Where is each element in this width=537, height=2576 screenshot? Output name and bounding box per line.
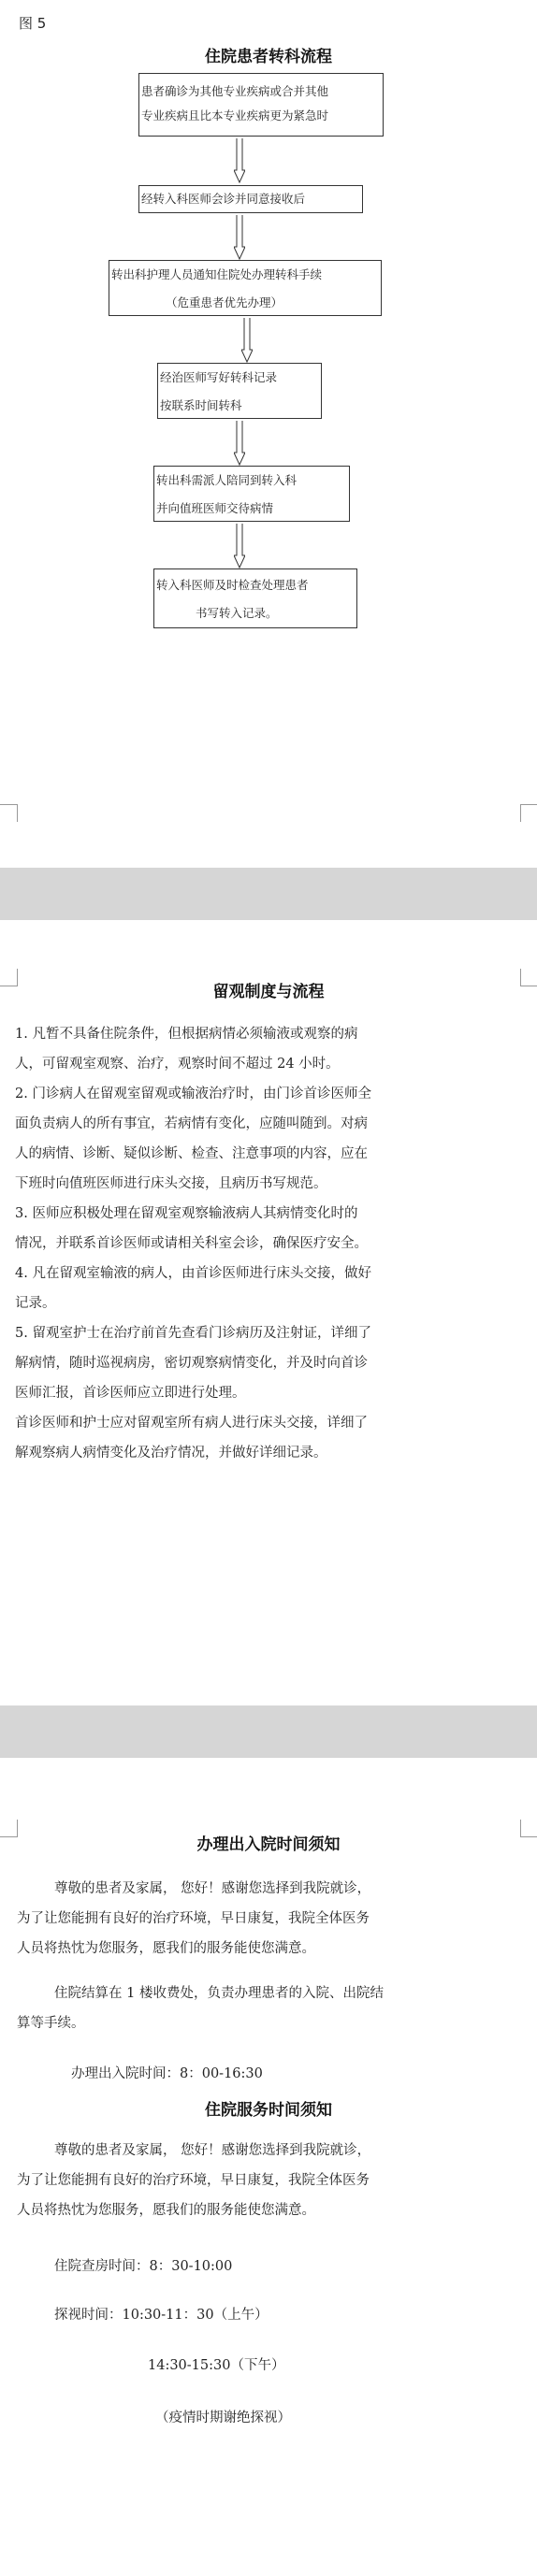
down-arrow-icon <box>241 318 253 363</box>
flow-step-1 <box>138 73 384 137</box>
flow-step-5-line-2: 并向值班医师交待病情 <box>156 501 274 515</box>
rule-3-line-1: 3. 医师应积极处理在留观室观察输液病人其病情变化时的 <box>15 1206 358 1221</box>
page-separator <box>0 1705 537 1758</box>
rule-5-line-1: 5. 留观室护士在治疗前首先查看门诊病历及注射证，详细了 <box>15 1326 371 1341</box>
page-separator <box>0 868 537 920</box>
down-arrow-icon <box>234 421 245 466</box>
rule-6-line-2: 解观察病人病情变化及治疗情况，并做好详细记录。 <box>15 1446 327 1461</box>
greeting-1 <box>17 1874 522 1964</box>
greeting-1-line-2: 为了让您能拥有良好的治疗环境，早日康复，我院全体医务 <box>17 1911 370 1926</box>
flow-step-3-line-1: 转出科护理人员通知住院处办理转科手续 <box>111 267 323 281</box>
rule-1-line-1: 1. 凡暂不具备住院条件，但根据病情必须输液或观察的病 <box>15 1027 358 1042</box>
page-transfer-flow <box>0 0 537 868</box>
greeting-2-line-1: 尊敬的患者及家属， 您好！感谢您选择到我院就诊， <box>54 2143 371 2158</box>
down-arrow-icon <box>234 524 245 568</box>
flow-step-3 <box>109 260 382 316</box>
rule-2-line-3: 人的病情、诊断、疑似诊断、检查、注意事项的内容，应在 <box>15 1146 368 1161</box>
flow-step-1-line-1: 患者确诊为其他专业疾病或合并其他 <box>141 84 329 98</box>
rule-4-line-2: 记录。 <box>15 1296 56 1311</box>
rule-4-line-1: 4. 凡在留观室输液的病人，由首诊医师进行床头交接，做好 <box>15 1266 371 1281</box>
flow-step-2 <box>138 185 363 213</box>
rule-2-line-4: 下班时向值班医师进行床头交接，且病历书写规范。 <box>15 1176 327 1191</box>
page-corner-mark <box>520 804 537 822</box>
greeting-2-line-3: 人员将热忱为您服务，愿我们的服务能使您满意。 <box>17 2203 315 2218</box>
admission-hours: 办理出入院时间：8：00-16:30 <box>71 2066 263 2081</box>
down-arrow-icon <box>234 138 245 183</box>
settlement-info <box>17 1979 522 2038</box>
rule-5-line-3: 医师汇报，首诊医师应立即进行处理。 <box>15 1386 246 1401</box>
pandemic-note: （疫情时期谢绝探视） <box>155 2411 291 2425</box>
settlement-line-2: 算等手续。 <box>17 2016 85 2031</box>
rules-body <box>15 1019 520 1468</box>
visiting-time-afternoon: 14:30-15:30（下午） <box>148 2358 285 2373</box>
visiting-time-morning: 探视时间：10:30-11：30（上午） <box>54 2308 268 2323</box>
rule-1-line-2: 人，可留观室观察、治疗，观察时间不超过 24 小时。 <box>15 1057 340 1072</box>
flow-step-5-line-1: 转出科需派人陪同到转入科 <box>156 473 298 487</box>
flow-step-6 <box>153 568 357 628</box>
rule-2-line-1: 2. 门诊病人在留观室留观或输液治疗时，由门诊首诊医师全 <box>15 1087 371 1101</box>
figure-label: 图 5 <box>19 15 47 32</box>
page-corner-mark <box>0 804 18 822</box>
flow-step-2-line-1: 经转入科医师会诊并同意接收后 <box>141 192 306 206</box>
section-title-admission: 办理出入院时间须知 <box>196 1835 341 1854</box>
flow-step-1-line-2: 专业疾病且比本专业疾病更为紧急时 <box>141 108 329 122</box>
ward-round-time: 住院查房时间：8：30-10:00 <box>54 2259 233 2274</box>
section-title-service: 住院服务时间须知 <box>205 2101 332 2120</box>
flow-step-4-line-1: 经治医师写好转科记录 <box>160 370 278 384</box>
greeting-2-line-2: 为了让您能拥有良好的治疗环境，早日康复，我院全体医务 <box>17 2173 370 2188</box>
flow-step-6-line-2: 书写转入记录。 <box>196 606 278 620</box>
rule-3-line-2: 情况，并联系首诊医师或请相关科室会诊，确保医疗安全。 <box>15 1236 368 1251</box>
flow-step-3-line-2: （危重患者优先办理） <box>166 295 283 309</box>
greeting-2 <box>17 2136 522 2225</box>
flow-step-4-line-2: 按联系时间转科 <box>160 398 242 412</box>
settlement-line-1: 住院结算在 1 楼收费处，负责办理患者的入院、出院结 <box>54 1986 384 2001</box>
page-observation-rules <box>0 920 537 1705</box>
rule-5-line-2: 解病情，随时巡视病房，密切观察病情变化，并及时向首诊 <box>15 1356 368 1371</box>
page-admission-notice <box>0 1758 537 2576</box>
page-title: 留观制度与流程 <box>212 983 325 1001</box>
greeting-1-line-1: 尊敬的患者及家属， 您好！感谢您选择到我院就诊， <box>54 1881 371 1896</box>
down-arrow-icon <box>234 215 245 260</box>
rule-2-line-2: 面负责病人的所有事宜，若病情有变化，应随叫随到。对病 <box>15 1116 368 1131</box>
greeting-1-line-3: 人员将热忱为您服务，愿我们的服务能使您满意。 <box>17 1941 315 1956</box>
flow-step-6-line-1: 转入科医师及时检查处理患者 <box>156 578 309 592</box>
rule-6-line-1: 首诊医师和护士应对留观室所有病人进行床头交接，详细了 <box>15 1416 368 1431</box>
page-title: 住院患者转科流程 <box>205 48 332 66</box>
flow-step-4 <box>157 363 322 419</box>
flow-step-5 <box>153 466 350 522</box>
